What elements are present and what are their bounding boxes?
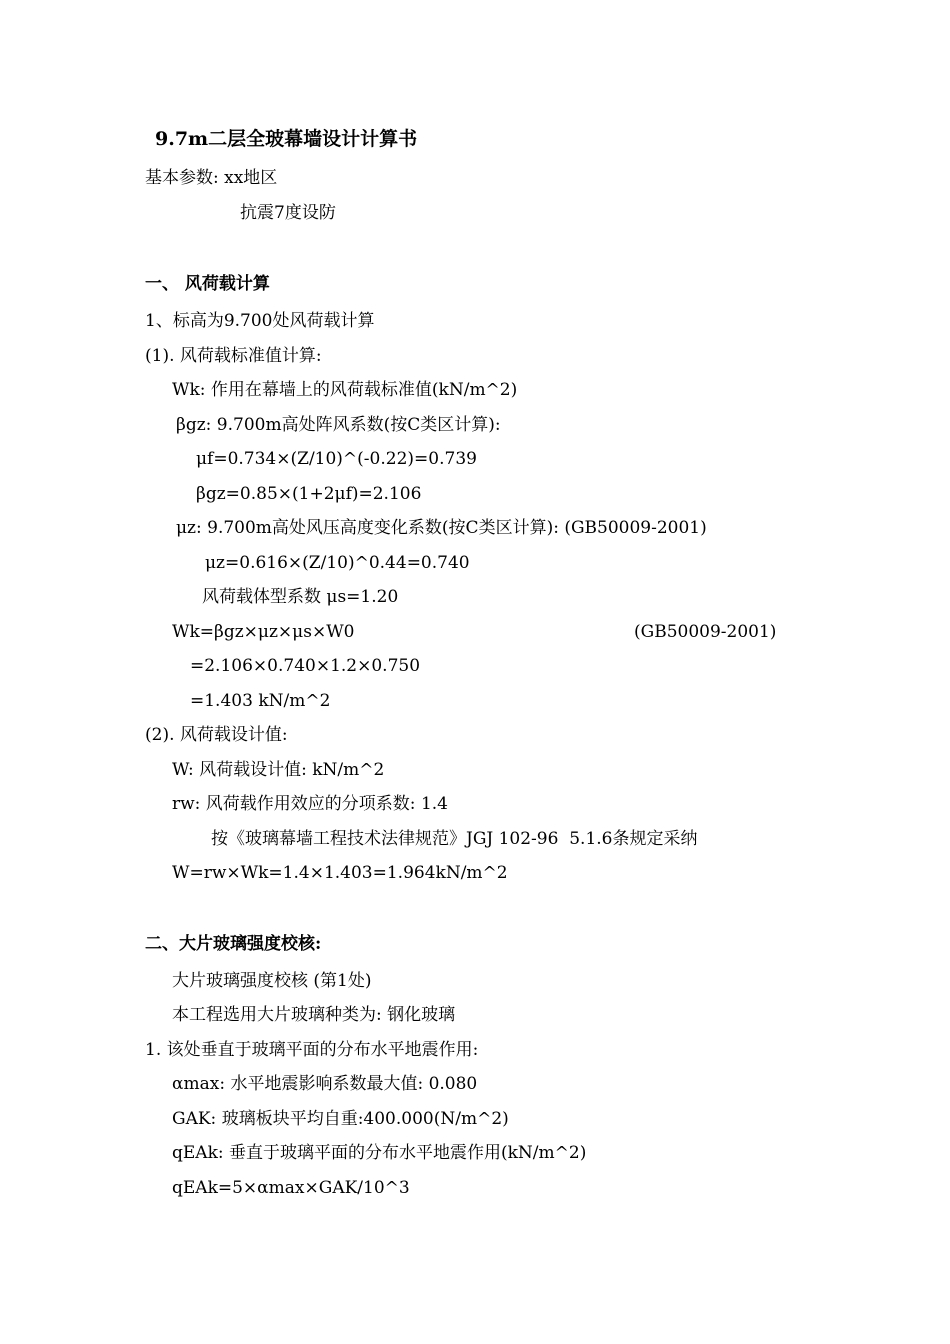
section2-line1: 大片玻璃强度校核 (第1处) [172, 971, 372, 991]
w-equation: W=rw×Wk=1.4×1.403=1.964kN/m^2 [172, 863, 508, 883]
amax-definition: αmax: 水平地震影响系数最大值: 0.080 [172, 1074, 478, 1094]
uz-definition: μz: 9.700m高处风压高度变化系数(按C类区计算): (GB50009-2001) [176, 518, 707, 538]
w-definition: W: 风荷载设计值: kN/m^2 [172, 760, 385, 780]
section1-heading: 一、 风荷载计算 [145, 274, 270, 294]
uf-equation: μf=0.734×(Z/10)^(-0.22)=0.739 [196, 449, 477, 469]
wk-formula: Wk=βgz×μz×μs×W0 [172, 622, 355, 642]
wk-formula-reference: (GB50009-2001) [634, 622, 777, 642]
document-title: 9.7m二层全玻幕墙设计计算书 [155, 128, 418, 150]
wk-definition: Wk: 作用在幕墙上的风荷载标准值(kN/m^2) [172, 380, 518, 400]
section2-line2: 本工程选用大片玻璃种类为: 钢化玻璃 [172, 1005, 456, 1025]
seismic-line: 抗震7度设防 [240, 203, 336, 223]
us-line: 风荷载体型系数 μs=1.20 [202, 587, 399, 607]
seismic-item-heading: 1. 该处垂直于玻璃平面的分布水平地震作用: [145, 1040, 479, 1060]
item1-heading: (1). 风荷载标准值计算: [145, 346, 322, 366]
bgz-equation: βgz=0.85×(1+2μf)=2.106 [196, 484, 422, 504]
rw-definition: rw: 风荷载作用效应的分项系数: 1.4 [172, 794, 448, 814]
qeak-definition: qEAk: 垂直于玻璃平面的分布水平地震作用(kN/m^2) [172, 1143, 587, 1163]
uz-equation: μz=0.616×(Z/10)^0.44=0.740 [205, 553, 470, 573]
bgz-definition: βgz: 9.700m高处阵风系数(按C类区计算): [176, 415, 501, 435]
item2-heading: (2). 风荷载设计值: [145, 725, 288, 745]
basic-params-line: 基本参数: xx地区 [145, 168, 278, 188]
wk-calc-step1: =2.106×0.740×1.2×0.750 [190, 656, 421, 676]
gak-definition: GAK: 玻璃板块平均自重:400.000(N/m^2) [172, 1109, 509, 1129]
qeak-equation: qEAk=5×αmax×GAK/10^3 [172, 1178, 410, 1198]
section2-heading: 二、大片玻璃强度校核: [145, 934, 322, 954]
section1-sub1: 1、标高为9.700处风荷载计算 [145, 311, 375, 331]
code-rule-line: 按《玻璃幕墙工程技术法律规范》JGJ 102-96 5.1.6条规定采纳 [211, 829, 698, 849]
wk-calc-step2: =1.403 kN/m^2 [190, 691, 331, 711]
